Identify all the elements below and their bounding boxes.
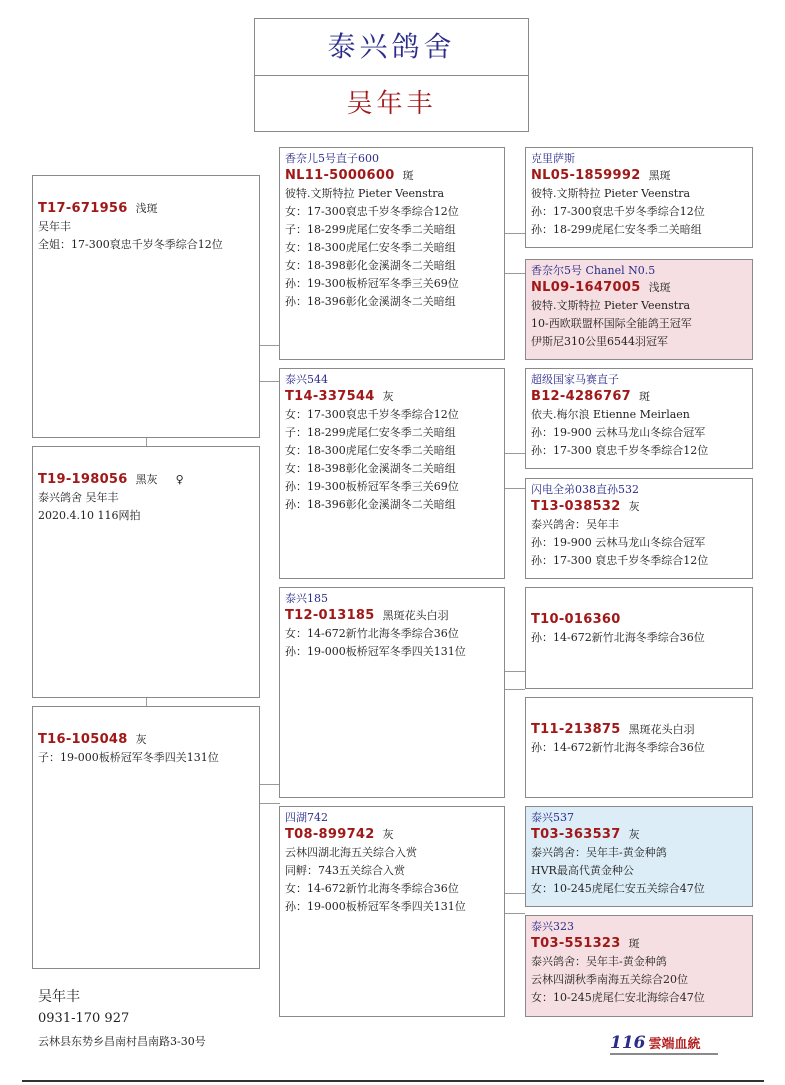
- info-line: 孙：19-000板桥冠军冬季四关131位: [285, 645, 466, 658]
- dsd-card: [525, 697, 753, 798]
- ring-number: T19-198056: [38, 472, 128, 487]
- ring-number: NL05-1859992: [531, 168, 641, 183]
- info-line: 同孵：743五关综合入赏: [285, 864, 405, 877]
- info-line: 全姐：17-300裒忠千岁冬季综合12位: [38, 238, 223, 251]
- title-box: [254, 18, 529, 132]
- info-line: 云林四湖秋季南海五关综合20位: [531, 973, 688, 986]
- connector: [259, 784, 280, 785]
- info-line: 云林四湖北海五关综合入赏: [285, 846, 417, 859]
- owner-title: 吴年丰: [346, 89, 437, 119]
- info-line: 孙：19-300板桥冠军冬季三关69位: [285, 480, 459, 493]
- sex-symbol: ♀: [175, 473, 184, 486]
- connector: [504, 453, 525, 454]
- connector: [504, 488, 525, 489]
- info-line: 孙：17-300 裒忠千岁冬季综合12位: [531, 554, 709, 567]
- ring-number: T10-016360: [531, 612, 621, 627]
- connector: [504, 913, 525, 914]
- info-line: 子：18-299虎尾仁安冬季二关暗组: [285, 223, 456, 236]
- info-line: 孙：19-900 云林马龙山冬综合冠军: [531, 426, 706, 439]
- bird-name: 泰兴544: [285, 373, 328, 386]
- bird-name: 香奈尔5号 Chanel N0.5: [531, 264, 656, 277]
- ring-number: T14-337544: [285, 389, 375, 404]
- footer-address: 云林县东势乡昌南村昌南路3-30号: [38, 1035, 206, 1048]
- logo-number: 116: [610, 1033, 646, 1053]
- info-line: 泰兴鸽舍：吴年丰: [531, 518, 619, 531]
- bird-name: 克里萨斯: [531, 152, 575, 165]
- color-label: 灰: [382, 390, 394, 403]
- bird-name: 香奈儿5号直子600: [285, 152, 379, 165]
- sd-card: [279, 368, 505, 579]
- color-label: 黑斑: [648, 169, 671, 182]
- color-label: 黑灰: [135, 473, 158, 486]
- sdd-card: [525, 478, 753, 579]
- ring-number: T11-213875: [531, 722, 621, 737]
- ring-number: T03-551323: [531, 936, 621, 951]
- ring-number: B12-4286767: [531, 389, 632, 404]
- sss-card: [525, 147, 753, 248]
- info-line: 吴年丰: [38, 220, 71, 233]
- color-label: 浅斑: [648, 281, 671, 294]
- color-label: 浅斑: [135, 202, 158, 215]
- info-line: 女：18-300虎尾仁安冬季二关暗组: [285, 241, 456, 254]
- info-line: 孙：18-299虎尾仁安冬季二关暗组: [531, 223, 702, 236]
- connector: [504, 893, 525, 894]
- connector: [504, 233, 525, 234]
- color-label: 灰: [628, 828, 640, 841]
- bottom-rule: [22, 1080, 764, 1082]
- logo-underline: [610, 1053, 718, 1055]
- ds-card: [279, 587, 505, 798]
- ddd-card: [525, 915, 753, 1017]
- info-line: 伊斯尼310公里6544羽冠军: [531, 335, 668, 348]
- info-line: 女：14-672新竹北海冬季综合36位: [285, 882, 459, 895]
- footer-owner: 吴年丰: [38, 989, 80, 1005]
- info-line: 依夫.梅尔浪 Etienne Meirlaen: [531, 408, 690, 421]
- connector: [504, 671, 525, 672]
- bird-name: 泰兴323: [531, 920, 574, 933]
- ring-number: T13-038532: [531, 499, 621, 514]
- info-line: 彼特.文斯特拉 Pieter Veenstra: [531, 187, 691, 200]
- info-line: 泰兴鸽舍：吴年丰-黄金种鸽: [531, 846, 667, 859]
- color-label: 斑: [628, 937, 640, 950]
- color-label: 黑斑花头白羽: [382, 609, 449, 622]
- info-line: 孙：17-300 裒忠千岁冬季综合12位: [531, 444, 709, 457]
- info-line: 子：19-000板桥冠军冬季四关131位: [38, 751, 219, 764]
- info-line: 孙：18-396彰化金溪湖冬二关暗组: [285, 498, 456, 511]
- ring-number: T08-899742: [285, 827, 375, 842]
- ring-number: T03-363537: [531, 827, 621, 842]
- connector: [259, 381, 280, 382]
- info-line: 彼特.文斯特拉 Pieter Veenstra: [531, 299, 691, 312]
- ring-number: T16-105048: [38, 732, 128, 747]
- info-line: 10-西欧联盟杯国际全能鸽王冠军: [531, 317, 692, 330]
- ssd-card: [525, 259, 753, 360]
- info-line: 孙：19-000板桥冠军冬季四关131位: [285, 900, 466, 913]
- connector: [504, 689, 525, 690]
- dd-card: [279, 806, 505, 1017]
- info-line: 女：18-398彰化金溪湖冬二关暗组: [285, 462, 456, 475]
- sire-card: [32, 446, 260, 698]
- info-line: 女：14-672新竹北海冬季综合36位: [285, 627, 459, 640]
- info-line: 泰兴鸽舍：吴年丰-黄金种鸽: [531, 955, 667, 968]
- ring-number: NL11-5000600: [285, 168, 395, 183]
- dss-card: [525, 587, 753, 689]
- bird-name: 超级国家马赛直子: [531, 373, 619, 386]
- info-line: 孙：17-300裒忠千岁冬季综合12位: [531, 205, 705, 218]
- logo-text: 雲端血統: [648, 1037, 701, 1052]
- info-line: 女：17-300裒忠千岁冬季综合12位: [285, 205, 459, 218]
- info-line: 孙：14-672新竹北海冬季综合36位: [531, 631, 705, 644]
- info-line: 子：18-299虎尾仁安冬季二关暗组: [285, 426, 456, 439]
- connector: [259, 345, 280, 346]
- connector: [504, 273, 525, 274]
- info-line: 女：18-300虎尾仁安冬季二关暗组: [285, 444, 456, 457]
- ring-number: NL09-1647005: [531, 280, 641, 295]
- sds-card: [525, 368, 753, 469]
- footer-phone: 0931-170 927: [38, 1011, 130, 1026]
- info-line: 2020.4.10 116网拍: [38, 509, 141, 522]
- bird-name: 泰兴537: [531, 811, 574, 824]
- ss-card: [279, 147, 505, 360]
- info-line: 孙：19-300板桥冠军冬季三关69位: [285, 277, 459, 290]
- dds-card: [525, 806, 753, 907]
- color-label: 斑: [639, 390, 651, 403]
- ring-number: T17-671956: [38, 201, 128, 216]
- info-line: 女：18-398彰化金溪湖冬二关暗组: [285, 259, 456, 272]
- info-line: 女：10-245虎尾仁安北海综合47位: [531, 991, 705, 1004]
- ring-number: T12-013185: [285, 608, 375, 623]
- dam-card: [32, 706, 260, 969]
- loft-title: 泰兴鸽舍: [255, 19, 528, 76]
- info-line: 孙：18-396彰化金溪湖冬二关暗组: [285, 295, 456, 308]
- color-label: 灰: [135, 733, 147, 746]
- info-line: 泰兴鸽舍 吴年丰: [38, 491, 119, 504]
- info-line: 女：17-300裒忠千岁冬季综合12位: [285, 408, 459, 421]
- info-line: 孙：14-672新竹北海冬季综合36位: [531, 741, 705, 754]
- bird-name: 泰兴185: [285, 592, 328, 605]
- color-label: 灰: [382, 828, 394, 841]
- info-line: 孙：19-900 云林马龙山冬综合冠军: [531, 536, 706, 549]
- connector: [259, 803, 280, 804]
- info-line: 彼特.文斯特拉 Pieter Veenstra: [285, 187, 445, 200]
- bird-name: 闪电全弟038直孙532: [531, 483, 639, 496]
- color-label: 斑: [402, 169, 414, 182]
- brand-logo: [610, 1033, 720, 1053]
- info-line: 女：10-245虎尾仁安五关综合47位: [531, 882, 705, 895]
- bird-name: 四湖742: [285, 811, 328, 824]
- subject-card: [32, 175, 260, 438]
- color-label: 灰: [628, 500, 640, 513]
- info-line: HVR最高代黄金种公: [531, 864, 634, 877]
- color-label: 黑斑花头白羽: [628, 723, 695, 736]
